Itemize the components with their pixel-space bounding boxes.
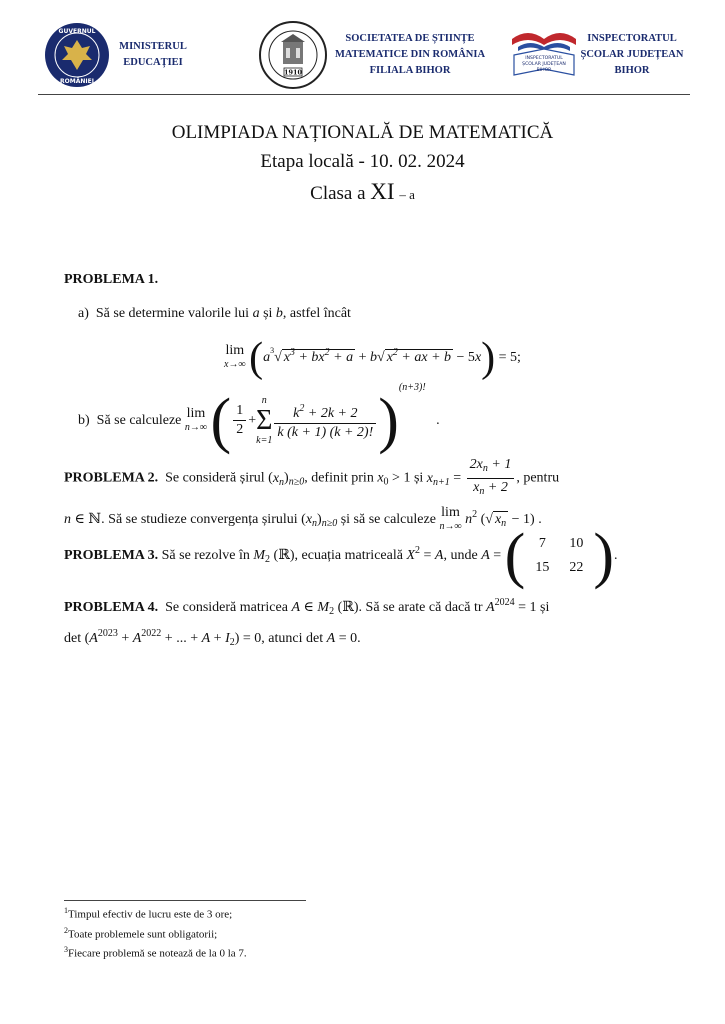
svg-text:ROMÂNIEI: ROMÂNIEI <box>60 78 94 85</box>
problem-1 <box>64 270 668 455</box>
svg-text:BIHOR: BIHOR <box>536 68 552 73</box>
footnote-2: $^2$Toate problemele sunt obligatorii; <box>64 925 218 941</box>
svg-text:ȘCOLAR JUDEȚEAN: ȘCOLAR JUDEȚEAN <box>522 62 566 67</box>
footnote-divider <box>64 900 306 901</box>
problem-4: PROBLEMA 4. Se consideră matricea A ∈ $M_2$ (ℝ). Să se arate că dacă tr $A^{2024} = 1$ și $\det (A^{2023} + A^{2022}$ + ... + $A + I_2) = 0$, atunci det A = 0. <box>64 597 550 648</box>
class-level: Clasa a XI – a <box>310 179 415 204</box>
footnotes <box>64 903 464 962</box>
problem-1a: a) Să se determine valorile lui a și b, astfel încât <box>78 306 351 321</box>
svg-text:1910: 1910 <box>283 68 303 77</box>
footnote-3: $^3$Fiecare problemă se notează de la 0 la 7. <box>64 945 247 960</box>
problem-2: PROBLEMA 2. Se consideră șirul $(x_n)_{n\ge 0}$, definit prin $x_0 > 1$ și $x_{n+1}$ = $\frac{2x_n + 1}{x_n + 2}$ , pentru n ∈ ℕ. Să se studieze convergența șirului $(x_n)_{n\ge 0}$ și să se calculeze lim n→∞ $n^2$ (√ $x_n - 1$) . <box>64 457 560 532</box>
problem-1-title: PROBLEMA 1. <box>64 272 159 287</box>
problem-1a-formula: lim x→∞ ($a^3√$ $x^3 + bx^2 + a + b√$ $x^2$ + ax + b − 5x) = 5; <box>224 335 521 381</box>
society-seal <box>258 20 328 90</box>
svg-text:INSPECTORATUL: INSPECTORATUL <box>525 56 563 61</box>
exam-title-block <box>0 118 725 211</box>
matrix-a: 7 10 15 22 <box>535 536 584 575</box>
problem-1b: b) Să se calculeze lim n→∞ ( $\frac{1}{2}$ + n Σ k=1 $\frac{k^2 + 2k + 2}{k (k + 1) (k + 2)!}$ )$^{(n+3)!}$ . <box>78 382 440 455</box>
olympiad-title: OLIMPIADA NAȚIONALĂ DE MATEMATICĂ <box>171 122 554 143</box>
page-header <box>0 0 725 100</box>
footnote-1: $^1$Timpul efectiv de lucru este de 3 ore; <box>64 906 233 921</box>
ministry-name: MINISTERUL EDUCAȚIEI <box>119 41 187 68</box>
problem-3: PROBLEMA 3. Să se rezolve în $M_2$ (ℝ), ecuația matriceală $X^2 = A$, unde A = ( 7 10 15 22 ). <box>64 522 618 590</box>
inspectorate-logo <box>508 25 580 83</box>
government-logo-text: GUVERNUL <box>58 28 96 35</box>
society-name: SOCIETATEA DE ȘTIINȚE MATEMATICE DIN ROMÂNIA FILIALA BIHOR <box>334 33 486 76</box>
government-logo <box>44 22 110 88</box>
header-divider <box>38 94 690 95</box>
inspectorate-name: INSPECTORATUL ȘCOLAR JUDEȚEAN BIHOR <box>580 33 684 76</box>
stage-date: Etapa locală - 10. 02. 2024 <box>260 151 465 172</box>
